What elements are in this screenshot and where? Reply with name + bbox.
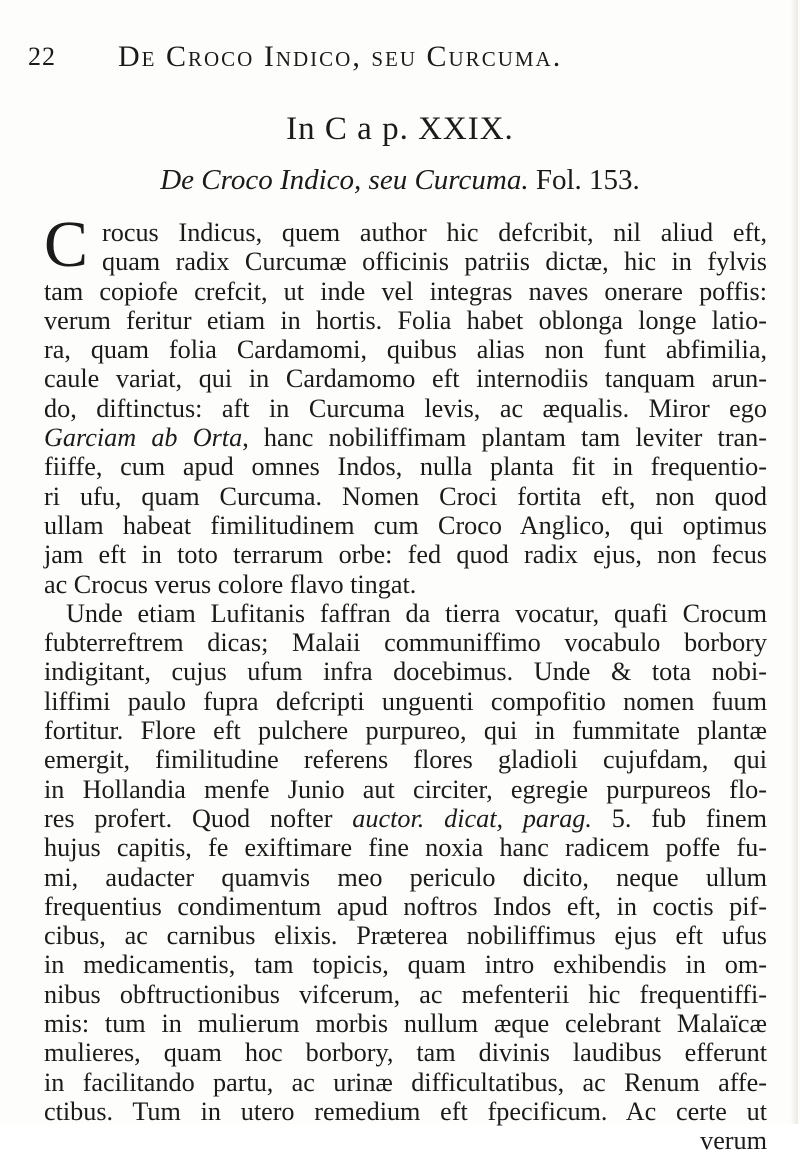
text-line: nibus obftructionibus vifcerum, ac mefenterii hic frequentiffi- [44,979,767,1009]
text-line: ri ufu, quam Curcuma. Nomen Croci fortita eft, non quod [44,481,767,511]
running-head [28,42,760,82]
text-line: quam radix Curcumæ officinis patriis dictæ, hic in fylvis [102,247,767,277]
italic-name: Garciam ab Orta [44,423,243,453]
catchword: verum [700,1126,767,1156]
text-line: fubterreftrem dicas; Malaii communiffimo vocabulo borbory [44,628,767,658]
text-line [44,804,767,833]
page-edge-shadow [790,0,798,1124]
text-line: frequentius condimentum apud noftros Indos eft, in coctis pif- [44,891,767,921]
subtitle-folio-reference: Fol. 153. [528,164,640,196]
text-line: ctibus. Tum in utero remedium eft fpecificum. Ac certe ut [44,1096,767,1126]
text-line: in medicamentis, tam topicis, quam intro exhibendis in om- [44,950,767,980]
text-line: ullam habeat fimilitudinem cum Croco Anglico, qui optimus [44,510,767,540]
text-line: do, diftinctus: aft in Curcuma levis, ac æqualis. Miror ego [44,393,767,423]
drop-cap: C [44,208,89,281]
text-line: rocus Indicus, quem author hic defcribit, nil aliud eft, [102,218,767,247]
running-title: De Croco Indico, seu Curcuma. [118,40,563,73]
chapter-subtitle [0,164,800,197]
text-line: in Hollandia menfe Junio aut circiter, egregie purpureos flo- [44,774,767,804]
text-line: jam eft in toto terrarum orbe: fed quod radix ejus, non fecus [44,540,767,570]
text-line: hujus capitis, fe exiftimare fine noxia hanc radicem poffe fu- [44,833,767,863]
line-start: res profert. Quod nofter [44,803,353,833]
text-line: caule variat, qui in Cardamomo eft internodiis tanquam arun- [44,364,767,394]
line-rest: , hanc nobiliffimam plantam tam leviter tran- [242,423,767,453]
text-line: mulieres, quam hoc borbory, tam divinis laudibus efferunt [44,1038,767,1068]
text-line: indigitant, cujus ufum infra docebimus. Unde & tota nobi- [44,657,767,687]
text-line: ra, quam folia Cardamomi, quibus alias non funt abfimilia, [44,335,767,365]
text-line: cibus, ac carnibus elixis. Præterea nobiliffimus ejus eft ufus [44,921,767,951]
subtitle-title: De Croco Indico, seu Curcuma. [160,164,529,196]
text-line [44,423,767,452]
text-line: mis: tum in mulierum morbis nullum æque celebrant Malaïcæ [44,1009,767,1039]
text-line: tam copiofe crefcit, ut inde vel integras naves onerare poffis: [44,276,767,306]
text-line: fortitur. Flore eft pulchere purpureo, qui in fummitate plantæ [44,716,767,746]
text-line: verum feritur etiam in hortis. Folia habet oblonga longe latio- [44,305,767,335]
page-number: 22 [28,42,56,71]
text-line: in facilitando partu, ac urinæ difficultatibus, ac Renum affe- [44,1067,767,1097]
line-rest: 5. fub finem [591,803,767,833]
text-line: mi, audacter quamvis meo periculo dicito, neque ullum [44,862,767,892]
text-line: emergit, fimilitudine referens flores gladioli cujufdam, qui [44,745,767,775]
body-text [44,208,767,1156]
italic-reference: auctor. dicat, parag. [352,803,592,833]
text-line: ac Crocus verus colore flavo tingat. [44,569,417,599]
text-line: Unde etiam Lufitanis faffran da tierra vocatur, quafi Crocum [66,598,767,628]
chapter-heading: In C a p. XXIX. [286,111,514,147]
text-line: fiiffe, cum apud omnes Indos, nulla planta fit in frequentio- [44,452,767,482]
text-line: liffimi paulo fupra defcripti unguenti compofitio nomen fuum [44,686,767,716]
